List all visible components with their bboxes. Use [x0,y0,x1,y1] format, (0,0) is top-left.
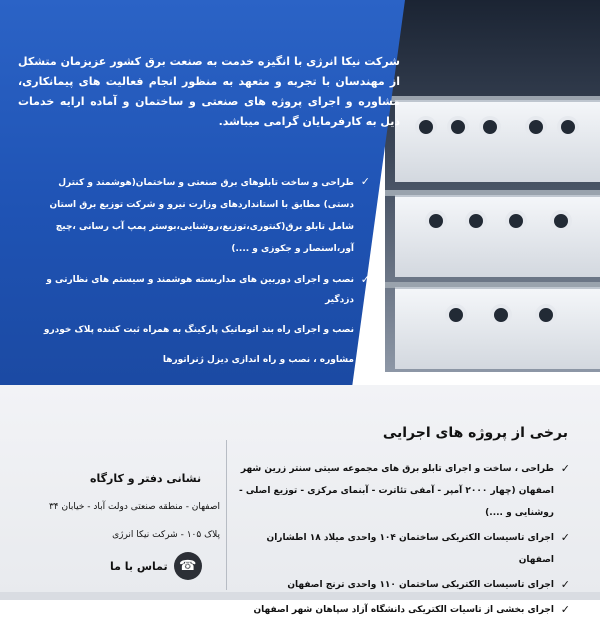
check-icon: ✓ [560,531,570,544]
project-text: اجرای تاسیسات الکتریکی ساختمان ۱۱۰ واحدی ترنج اصفهان [287,580,554,590]
phone-icon[interactable]: ☎ [174,552,202,580]
bottom-strip [0,592,600,600]
project-item [230,527,570,571]
service-text: طراحی و ساخت تابلوهای برق صنعتی و ساختمان(هوشمند و کنترل دستی) مطابق با استانداردهای وزارت نیرو و شرکت توزیع برق استان شامل تابلو برق(کنتوری،توزیع،روشنایی،بوستر پمپ آب رسانی ،چیچ آور،اسنصار و جکوزی و ....) [49,178,354,254]
projects-title: برخی از پروژه های اجرایی [382,425,568,441]
service-text: مشاوره ، نصب و راه اندازی دیزل ژنراتورها [162,355,354,365]
project-text: اجرای تاسیسات الکتریکی ساختمان ۱۰۴ واحدی میلاد ۱۸ اطشاران اصفهان [266,533,554,565]
service-text: نصب و اجرای دوربین های مداربسته هوشمند و سیستم های نظارتی و دزدگیر [46,275,354,305]
check-icon: ✓ [560,603,570,616]
check-icon: ✓ [360,273,370,286]
service-item [40,320,370,340]
address-title: نشانی دفتر و کارگاه [90,472,202,485]
check-icon: ✓ [360,175,370,188]
contact-title[interactable]: تماس با ما [110,559,168,573]
check-icon: ✓ [360,323,370,336]
project-item [230,599,570,621]
service-item [40,172,370,260]
services-list [40,172,370,380]
address-line-1: اصفهان - منطقه صنعتی دولت آباد - خیابان ۳۴ [48,502,220,512]
check-icon: ✓ [560,578,570,591]
check-icon: ✓ [560,462,570,475]
address-line-2: پلاک ۱۰۵ - شرکت نیکا انرژی [112,530,220,540]
column-divider [226,440,227,590]
project-text: طراحی ، ساخت و اجرای تابلو برق های مجموعه سیتی سنتر زرین شهر اصفهان (چهار ۲۰۰۰ آمپر - آمفی تئاترت - آبنمای مرکزی - توزیع اصلی - روشنایی و ....) [238,464,554,518]
company-intro: شرکت نیکا انرژی با انگیزه خدمت به صنعت برق کشور عزیزمان متشکل از مهندسان با تجربه و متعهد به منظور انجام فعالیت های پیمانکاری، مشاوره و اجرای پروژه های صنعتی و ساختمان و آماده ارایه خدمات ذیل به کارفرمایان گرامی میباشد. [18,55,400,128]
project-item [230,458,570,524]
service-text: نصب و اجرای راه بند اتوماتیک پارکینگ به همراه ثبت کننده پلاک خودرو [43,325,354,335]
check-icon: ✓ [360,353,370,366]
project-text: اجرای بخشی از تاسیات الکتریکی دانشگاه آزاد سپاهان شهر اصفهان [253,605,554,615]
contact-block[interactable] [110,552,202,580]
service-item [40,270,370,310]
electrical-panel-photo [385,0,600,372]
service-item [40,350,370,370]
